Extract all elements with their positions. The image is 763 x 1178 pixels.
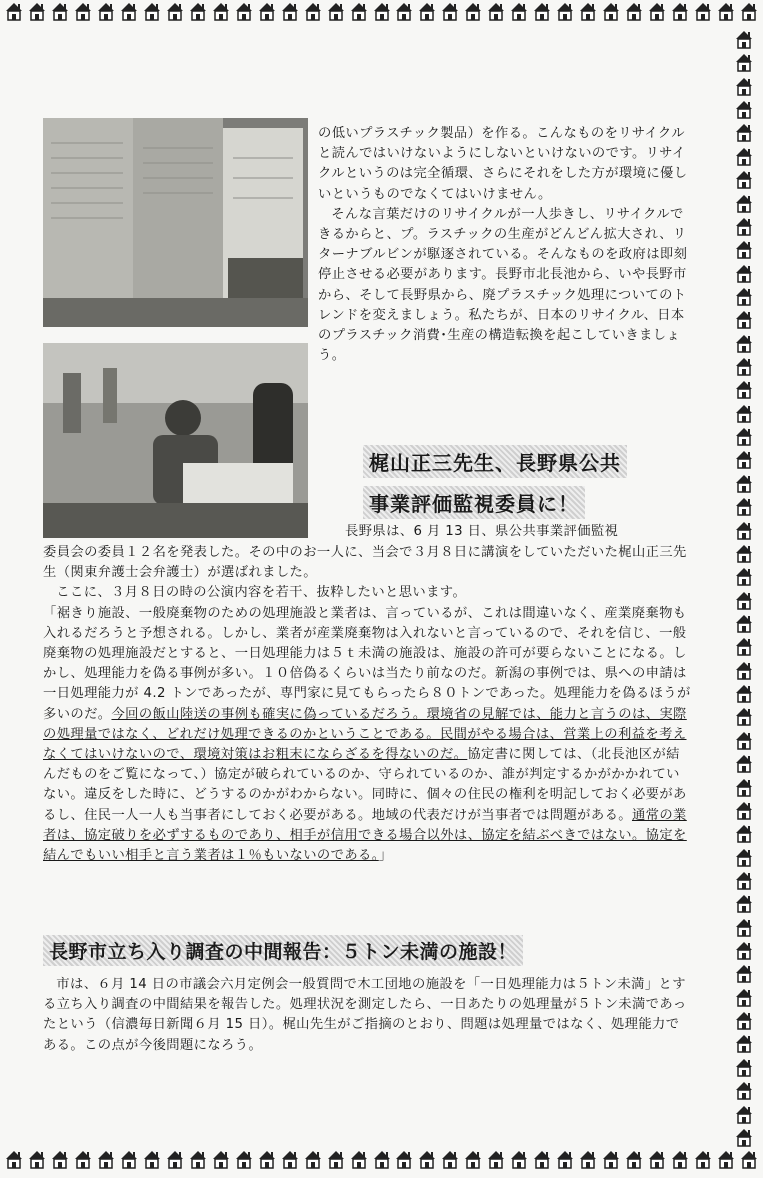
house-icon bbox=[734, 635, 754, 657]
interim-report-body bbox=[43, 975, 693, 1056]
house-icon bbox=[394, 1148, 414, 1176]
house-icon bbox=[257, 1148, 277, 1176]
lecture-quote bbox=[43, 604, 693, 867]
heading-kajiyama-line2: 事業評価監視委員に！ bbox=[363, 486, 585, 519]
house-icon bbox=[734, 332, 754, 354]
quote-close: 」 bbox=[378, 848, 393, 864]
top-house-border bbox=[0, 0, 763, 28]
house-icon bbox=[693, 1148, 713, 1176]
house-icon bbox=[142, 0, 162, 28]
house-icon bbox=[734, 892, 754, 914]
house-icon bbox=[734, 1056, 754, 1078]
house-icon bbox=[739, 0, 759, 28]
house-icon bbox=[734, 682, 754, 704]
house-icon bbox=[326, 1148, 346, 1176]
house-icon bbox=[734, 939, 754, 961]
house-icon bbox=[509, 1148, 529, 1176]
house-icon bbox=[670, 0, 690, 28]
house-icon bbox=[693, 0, 713, 28]
house-icon bbox=[734, 98, 754, 120]
house-icon bbox=[734, 846, 754, 868]
house-icon bbox=[734, 121, 754, 143]
house-icon bbox=[734, 355, 754, 377]
house-icon bbox=[734, 262, 754, 284]
house-icon bbox=[734, 51, 754, 73]
house-icon bbox=[734, 612, 754, 634]
house-icon bbox=[532, 1148, 552, 1176]
house-icon bbox=[234, 1148, 254, 1176]
house-icon bbox=[734, 402, 754, 424]
house-icon bbox=[734, 75, 754, 97]
house-icon bbox=[280, 0, 300, 28]
house-icon bbox=[509, 0, 529, 28]
house-icon bbox=[4, 1148, 24, 1176]
quote-agreement: 協定書に関しては、（北長池区が結んだものをご覧になって、）協定が破られているのか、守られているのか、誰が判定するかがかかれていない。違反をした時に、どうするのかがわからない。同時に、個々の住民の権利を明記しておく必要があるし、住民一人一人も当事者にしておく必要がある。地域の代表だけが当事者では問題がある。 bbox=[43, 747, 687, 823]
house-icon bbox=[734, 799, 754, 821]
house-icon bbox=[372, 0, 392, 28]
house-icon bbox=[734, 215, 754, 237]
house-icon bbox=[349, 1148, 369, 1176]
quote-contractors: 通常の業者は、協定破りを必ずするものであり、相手が信用できる場合以外は、協定を結ぶべきではない。協定を結んでもいい相手と言う業者は１％もいないのである。 bbox=[43, 807, 687, 864]
paragraph-recycling-definition: の低いプラスチック製品）を作る。こんなものをリサイクルと読んではいけないようにしないといけないのです。リサイクルというのは完全循環、さらにそれをした方が環境に優しいというものでなくてはいけません。 bbox=[318, 126, 688, 202]
house-icon bbox=[96, 1148, 116, 1176]
house-icon bbox=[734, 285, 754, 307]
house-icon bbox=[734, 542, 754, 564]
house-icon bbox=[734, 192, 754, 214]
house-icon bbox=[142, 1148, 162, 1176]
house-icon bbox=[734, 1032, 754, 1054]
house-icon bbox=[578, 0, 598, 28]
house-icon bbox=[734, 519, 754, 541]
house-icon bbox=[73, 0, 93, 28]
house-icon bbox=[624, 0, 644, 28]
lower-article-body bbox=[43, 543, 693, 866]
house-icon bbox=[188, 0, 208, 28]
paragraph-lecture-intro: ここに、３月８日の時の公演内容を若干、抜粋したいと思います。 bbox=[56, 585, 467, 601]
house-icon bbox=[27, 1148, 47, 1176]
exhibit-panel-photo bbox=[43, 118, 308, 327]
house-icon bbox=[463, 1148, 483, 1176]
house-icon bbox=[280, 1148, 300, 1176]
house-icon bbox=[211, 1148, 231, 1176]
house-icon bbox=[417, 1148, 437, 1176]
house-icon bbox=[578, 1148, 598, 1176]
house-icon bbox=[303, 1148, 323, 1176]
house-icon bbox=[234, 0, 254, 28]
house-icon bbox=[601, 1148, 621, 1176]
quote-iiyama-case: 今回の飯山陸送の事例も確実に偽っているだろう。環境省の見解では、能力と言うのは、実際の処理量ではなく、どれだけ処理できるのかということである。民間がやる場合は、営業上の利益を考えなくてはいけないので、環境対策はお粗末にならざるを得ないのだ。 bbox=[43, 706, 687, 763]
house-icon bbox=[734, 238, 754, 260]
house-icon bbox=[463, 0, 483, 28]
house-icon bbox=[165, 0, 185, 28]
house-icon bbox=[716, 0, 736, 28]
house-icon bbox=[734, 1103, 754, 1125]
house-icon bbox=[165, 1148, 185, 1176]
quote-capacity-fraud: 「裾きり施設、一般廃棄物のための処理施設と業者は、言っているが、これは間違いなく、産業廃棄物も入れるだろうと予想される。しかし、業者が産業廃棄物は入れないと言っているので、それを信じ、一般廃棄物の処理施設だとすると、一日処理能力は５ｔ未満の施設は、施設の許可が要らないことになる。しかし、処理能力を偽る事例が多い。１０倍偽るくらいは当たり前なのだ。新潟の事例では、県への申請は一日処理能力が 4.2 トンであったが、専門家に見てもらったら８０トンであった。処理能力を偽るほうが多いのだ。 bbox=[43, 605, 691, 722]
house-icon bbox=[734, 589, 754, 611]
house-icon bbox=[734, 822, 754, 844]
house-icon bbox=[555, 0, 575, 28]
paragraph-plastic-trend: そんな言葉だけのリサイクルが一人歩きし、リサイクルできるからと、プ。ラスチックの生産がどんどん拡大され、リターナブルビンが駆逐されている。そんなものを政府は即刻停止させる必要があります。長野市北長池から、いや長野市から、そして長野県から、廃プラスチック処理についてのトレンドを変えましょう。私たちが、日本のリサイクル、日本のプラスチック消費･生産の構造転換を起こしていきましょう。 bbox=[318, 206, 688, 364]
house-icon bbox=[50, 1148, 70, 1176]
house-icon bbox=[27, 0, 47, 28]
house-icon bbox=[73, 1148, 93, 1176]
house-icon bbox=[734, 869, 754, 891]
house-icon bbox=[50, 0, 70, 28]
house-icon bbox=[647, 1148, 667, 1176]
house-icon bbox=[211, 0, 231, 28]
house-icon bbox=[734, 916, 754, 938]
house-icon bbox=[119, 1148, 139, 1176]
house-icon bbox=[734, 472, 754, 494]
house-icon bbox=[734, 168, 754, 190]
house-icon bbox=[372, 1148, 392, 1176]
house-icon bbox=[624, 1148, 644, 1176]
house-icon bbox=[417, 0, 437, 28]
house-icon bbox=[486, 1148, 506, 1176]
house-icon bbox=[647, 0, 667, 28]
house-icon bbox=[716, 1148, 736, 1176]
house-icon bbox=[734, 659, 754, 681]
house-icon bbox=[734, 752, 754, 774]
right-house-border bbox=[731, 28, 757, 1148]
house-icon bbox=[734, 565, 754, 587]
house-icon bbox=[440, 1148, 460, 1176]
paragraph-appointment-rest: 委員会の委員１２名を発表した。その中のお一人に、当会で３月８日に講演をしていただいた梶山正三先生（関東弁護士会弁護士）が選ばれました。 bbox=[43, 545, 687, 581]
house-icon bbox=[440, 0, 460, 28]
house-icon bbox=[394, 0, 414, 28]
house-icon bbox=[734, 378, 754, 400]
house-icon bbox=[670, 1148, 690, 1176]
house-icon bbox=[734, 1009, 754, 1031]
house-icon bbox=[601, 0, 621, 28]
house-icon bbox=[349, 0, 369, 28]
house-icon bbox=[532, 0, 552, 28]
house-icon bbox=[555, 1148, 575, 1176]
house-icon bbox=[734, 448, 754, 470]
heading-interim-report: 長野市立ち入り調査の中間報告：５トン未満の施設！ bbox=[43, 935, 523, 966]
house-icon bbox=[303, 0, 323, 28]
house-icon bbox=[734, 776, 754, 798]
house-icon bbox=[188, 1148, 208, 1176]
upper-article-column bbox=[318, 124, 694, 366]
house-icon bbox=[734, 705, 754, 727]
house-icon bbox=[734, 986, 754, 1008]
signing-table-photo bbox=[43, 343, 308, 538]
heading-kajiyama-line1: 梶山正三先生、長野県公共 bbox=[363, 445, 627, 478]
paragraph-appointment-start: 長野県は、6 月 13 日、県公共事業評価監視 bbox=[345, 524, 619, 539]
house-icon bbox=[96, 0, 116, 28]
house-icon bbox=[257, 0, 277, 28]
house-icon bbox=[734, 729, 754, 751]
house-icon bbox=[734, 145, 754, 167]
house-icon bbox=[734, 1126, 754, 1148]
house-icon bbox=[486, 0, 506, 28]
house-icon bbox=[734, 1079, 754, 1101]
paragraph-interim-report: 市は、６月 14 日の市議会六月定例会一般質問で木工団地の施設を「一日処理能力は５トン未満」とする立ち入り調査の中間結果を報告した。処理状況を測定したら、一日あたりの処理量が５トン未満であったという（信濃毎日新聞６月 15 日）。梶山先生がご指摘のとおり、問題は処理量ではなく、処理能力である。この点が今後問題になろう。 bbox=[43, 977, 687, 1053]
house-icon bbox=[734, 495, 754, 517]
house-icon bbox=[734, 308, 754, 330]
bottom-house-border bbox=[0, 1148, 763, 1176]
house-icon bbox=[734, 962, 754, 984]
house-icon bbox=[739, 1148, 759, 1176]
house-icon bbox=[4, 0, 24, 28]
house-icon bbox=[119, 0, 139, 28]
house-icon bbox=[734, 28, 754, 50]
house-icon bbox=[326, 0, 346, 28]
house-icon bbox=[734, 425, 754, 447]
